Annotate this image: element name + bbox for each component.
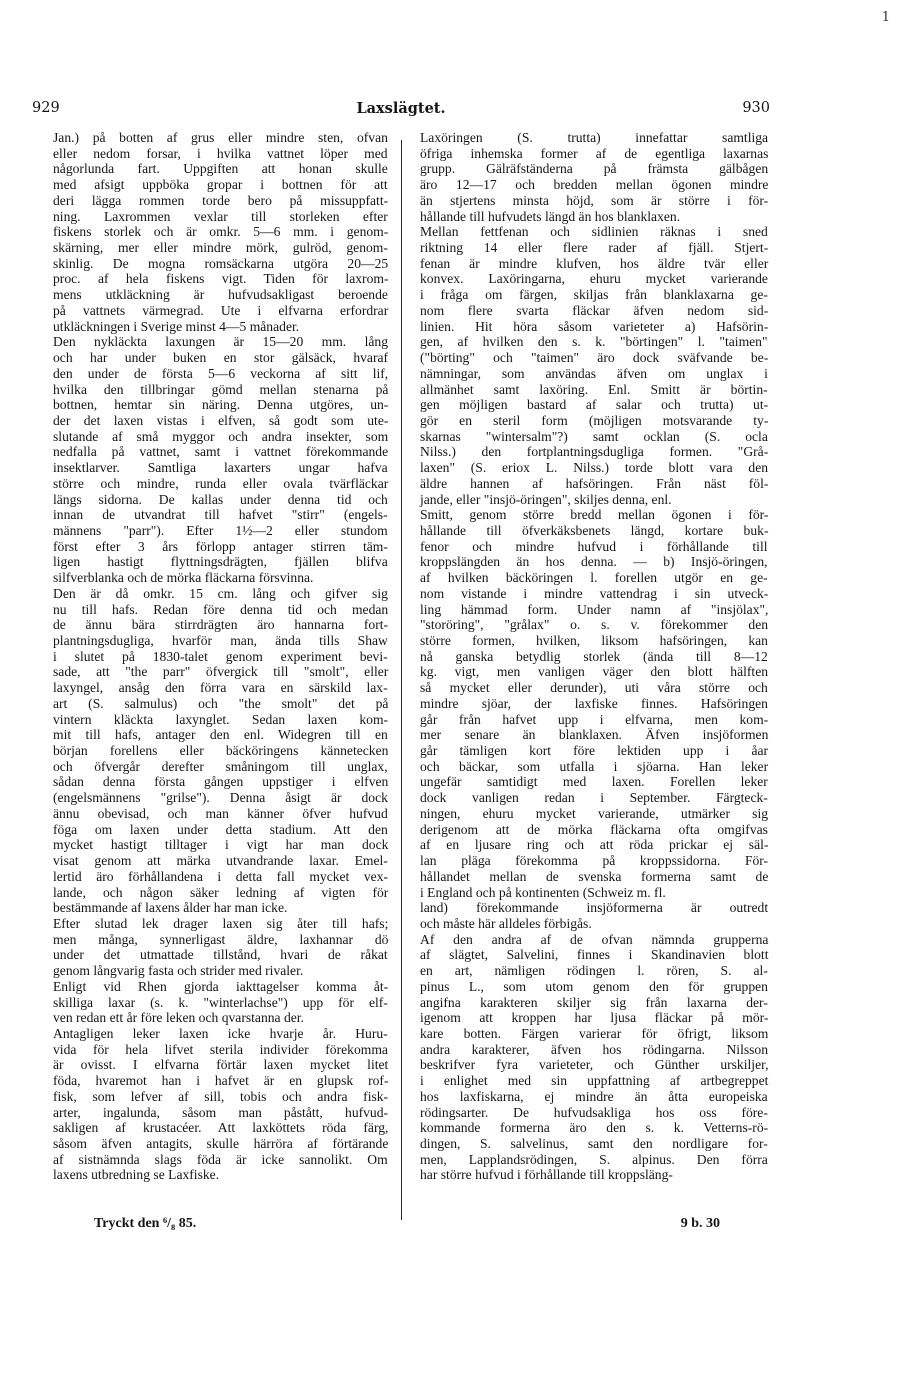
right-column-line: öfriga inhemska former af de egentliga laxarnas — [420, 145, 769, 161]
right-column-line: Smitt, genom större bredd mellan ögonen i för- — [420, 507, 769, 523]
right-column-line: i England och på kontinenten (Schweiz m. fl. — [420, 884, 666, 900]
left-column-line: af sistnämnda slags föda är icke sannolikt. Om — [53, 1151, 388, 1167]
left-column-line: ning. Laxrommen vexlar till storleken efter — [53, 208, 388, 224]
right-column-line: och måste här alldeles förbigås. — [420, 915, 592, 931]
left-column-line: deri lägga rommen torde bero på missuppfatt- — [53, 192, 389, 208]
page-number-left: 929 — [32, 100, 60, 116]
left-column-line: med afsigt uppböka gropar i bottnen för att — [53, 177, 388, 193]
left-column-line: större och mindre, runda eller ovala tvärfläckar — [53, 475, 389, 491]
running-title: Laxslägtet. — [356, 100, 446, 117]
right-column-line: linien. Hit höra såsom varieteter a) Hafsörin- — [420, 318, 769, 334]
left-column-line: eller nedom forsar, i hvilka vattnet löper med — [53, 145, 388, 161]
left-column-line: vintern kläckta laxynglet. Sedan laxen kom- — [53, 711, 389, 727]
left-column-line: men många, synnerligast äldre, laxhannar dö — [53, 931, 389, 947]
right-column-line: allmänhet samt laxöring. Enl. Smitt är börtin- — [420, 381, 768, 397]
left-column-line: sade, att "the parr" öfvergick till "smolt", eller — [53, 664, 389, 680]
left-column-line: bottnen, hemtar sin näring. Denna utgöres, un- — [53, 397, 389, 413]
left-column-line: männens "parr"). Efter 1½—2 eller stundom — [53, 522, 388, 538]
right-column-line: går från hafvet upp i elfvarna, men kom- — [420, 711, 769, 727]
right-column-line: igenom att kroppen har ljusa fläckar på mör- — [420, 1010, 769, 1026]
corner-mark: 1 — [881, 10, 890, 25]
right-column-line: andra karakterer, äfven hos rödingarna. Nilsson — [420, 1041, 769, 1057]
left-column-line: nedfalla på vattnet, samt i vattnet förekommande — [53, 444, 389, 460]
right-column-line: kommande formerna äro den s. k. Vetterns-rö- — [420, 1120, 769, 1136]
left-column-line: ännu obevisad, och man känner öfver hufvud — [53, 805, 388, 821]
left-column-line: och har under buken en stor gälsäck, hvaraf — [53, 350, 389, 366]
left-column-line: Efter slutad lek drager laxen sig åter till hafs; — [53, 915, 389, 931]
left-column-line: genom långvarig fasta och strider med rivaler. — [53, 963, 304, 979]
right-column-line: nom flere svarta fläckar äfven nedom sid- — [420, 302, 769, 318]
right-column-line: hållandet mellan de svenska formerna samt de — [420, 868, 769, 884]
right-column-line: Af den andra af de ofvan nämnda grupperna — [420, 931, 769, 947]
left-column — [53, 130, 388, 1183]
left-column-line: utkläckningen i Sverige minst 4—5 månader. — [53, 318, 300, 334]
right-column-line: derigenom att de mörka fläckarna ofta omgifvas — [420, 821, 768, 837]
left-column-line: är ovisst. I elfvarna förtär laxen mycket litet — [53, 1057, 389, 1073]
left-column-line: lertid äro förhållandena i detta fall mycket vex- — [53, 868, 389, 884]
left-column-line: i slutet på 1830-talet genom experiment bevi- — [53, 648, 388, 664]
left-column-line: Jan.) på botten af grus eller mindre sten, ofvan — [53, 130, 388, 145]
right-column-line: nom vistande i mindre vattendrag i sin utveck- — [420, 585, 769, 601]
right-column-line: Laxöringen (S. trutta) innefattar samtliga — [420, 130, 769, 145]
right-column-line: skarnas "wintersalm"?) samt ocklan (S. ocla — [420, 428, 768, 444]
left-column-line: längs sidorna. De kallas under denna tid och — [53, 491, 388, 507]
right-column-line: så mycket eller derunder), uti våra större och — [420, 680, 768, 696]
left-column-line: mycket hastigt tilltager i vigt har man dock — [53, 837, 389, 853]
left-column-line: art (S. salmulus) och "the smolt" det på — [53, 695, 389, 711]
right-column-line: jande, eller "insjö-öringen", skiljes denna, enl. — [420, 491, 672, 507]
left-column-line: skilliga laxar (s. k. "winterlachse") upp för elf- — [53, 994, 388, 1010]
right-column-line: af slägtet, Salvelini, finnes i Skandinavien blott — [420, 947, 769, 963]
left-column-line: ligen hastigt flyttningsdrägten, fjällen blifva — [53, 554, 388, 570]
left-column-line: plantningsdugliga, hvarför man, ända tills Shaw — [53, 633, 388, 648]
left-column-line: Den är då omkr. 15 cm. lång och gifver sig — [53, 585, 388, 601]
left-column-line: (engelsmännens "grilse"). Denna åsigt är dock — [53, 790, 388, 806]
right-column-line: grupp. Gälräfständerna på främsta gälbågen — [420, 161, 769, 177]
left-column-line: ven redan ett år före leken och qvarstanna der. — [53, 1010, 304, 1026]
right-column — [420, 130, 768, 1183]
left-column-line: bestämmande af laxens ålder har man icke. — [53, 900, 288, 916]
right-column-line: hållande till öfverkäksbenets längd, kortare buk- — [420, 522, 769, 538]
left-column-line: laxyngel, ansåg den förra vara en särskild lax- — [53, 680, 388, 696]
left-column-line: proc. af hela fiskens vigt. Tiden för laxrom- — [53, 271, 389, 287]
right-column-line: gen möjligen bastard af salar och trutta) ut- — [420, 397, 769, 413]
right-column-line: af en ljusare ring och att röda prickar ej säl- — [420, 837, 769, 853]
right-column-line: Mellan fettfenan och sidlinien räknas i sned — [420, 224, 768, 240]
left-column-line: visat genom att märka utvandrande laxar. Emel- — [53, 853, 388, 869]
right-column-line: land) förekommande insjöformerna är outredt — [420, 900, 769, 916]
right-column-line: ungefär samtidigt med laxen. Forellen leker — [420, 774, 768, 790]
right-column-line: nämningar, som användas äfven om unglax i — [420, 365, 768, 381]
right-column-line: dingen, S. salvelinus, samt den nordligare for- — [420, 1136, 768, 1151]
right-column-line: har större hufvud i förhållande till kroppsläng- — [420, 1167, 673, 1183]
right-column-line: ling hämmad form. Under namn af "insjölax", — [420, 601, 769, 617]
left-column-line: arter, ingalunda, såsom man påstått, hufvud- — [53, 1104, 389, 1120]
left-column-line: sådan denna första gången uppstiger i elfven — [53, 774, 389, 790]
right-column-line: pinus L., som utom genom den för gruppen — [420, 978, 768, 994]
right-column-line: gen, af hvilken den s. k. "börtingen" l. "taimen" — [420, 334, 768, 350]
left-column-line: föga om laxen under detta stadium. Att den — [53, 821, 388, 837]
left-column-line: Den nykläckta laxungen är 15—20 mm. lång — [53, 334, 388, 350]
left-column-line: insektlarver. Samtliga laxarters ungar hafva — [53, 460, 388, 476]
right-column-line: beskrifver fyra varieteter, och Günther urskiljer, — [420, 1057, 769, 1073]
left-column-line: först efter 3 års förlopp antager stirren täm- — [53, 538, 388, 554]
right-column-line: äro 12—17 och bredden mellan ögonen mindre — [420, 177, 769, 193]
right-column-line: angifna karakteren skiljer sig från laxarna der- — [420, 994, 768, 1010]
right-column-line: nå ganska betydlig storlek (ända till 8—12 — [420, 648, 768, 664]
right-column-line: kg. vigt, men vanligen väger den blott hälften — [420, 664, 769, 680]
right-column-line: större formen, hvilken, liksom hafsöringen, kan — [420, 633, 768, 648]
left-column-line: fiskens storlek och är omkr. 5—6 mm. i genom- — [53, 224, 389, 240]
page-header — [32, 98, 770, 120]
right-column-line: ningen, ehuru mycket varierande, utmärker sig — [420, 805, 769, 821]
left-column-line: laxens utbredning se Laxfiske. — [53, 1167, 220, 1183]
left-column-line: och öfvergår derefter småningom till unglax, — [53, 758, 388, 774]
right-column-line: fenor och mindre hufvud i förhållande till — [420, 538, 768, 554]
right-column-line: Nilss.) den fortplantningsdugliga formen. "Grå- — [420, 444, 769, 460]
right-column-line: mindre sjöar, der laxfiske finnes. Hafsöringen — [420, 695, 768, 711]
right-column-line: kroppslängden än hos denna. — b) Insjö-öringen, — [420, 554, 768, 570]
column-divider — [401, 140, 402, 1220]
right-column-line: ("börting" och "taimen" äro dock sväfvande be- — [420, 350, 769, 366]
right-column-line: lan pläga förekomma på kroppssidorna. För- — [420, 853, 769, 869]
right-column-line: äldre hannen af hafsöringen. Från näst föl- — [420, 475, 769, 491]
left-column-line: skärning, mer eller mindre mörk, gulröd, genom- — [53, 240, 388, 256]
right-column-line: mer senare än blanklaxen. Äfven insjöformen — [420, 727, 769, 743]
printed-date: Tryckt den ⁶/₈ 85. — [94, 1216, 197, 1231]
left-column-line: den under de första 5—6 veckorna af sitt lif, — [53, 365, 389, 381]
left-column-line: början forellens eller bäcköringens kännetecken — [53, 743, 389, 759]
right-column-line: konvex. Laxöringarna, ehuru mycket varierande — [420, 271, 768, 287]
left-column-line: silfverblanka och de mörka fläckarna försvinna. — [53, 570, 314, 586]
left-column-line: vida för hela lifvet sterila individer förekomma — [53, 1041, 388, 1057]
left-column-line: sakligen af krustacéer. Att laxköttets röda färg, — [53, 1120, 389, 1136]
right-column-line: en art, nämligen rödingen l. rören, S. al- — [420, 963, 768, 979]
left-column-line: mit till hafs, antager den enl. Widegren till en — [53, 727, 388, 743]
left-column-line: någorlunda fart. Uppgiften att honan skulle — [53, 161, 388, 177]
right-column-line: kare botten. Färgen varierar för öfrigt, liksom — [420, 1025, 769, 1041]
right-column-line: "storöring", "grålax" o. s. v. förekommer den — [420, 617, 769, 633]
left-column-line: mens utkläckning är hufvudsakligast beroende — [53, 287, 388, 303]
right-column-line: hållande till hufvudets längd än hos blanklaxen. — [420, 208, 681, 224]
right-column-line: riktning 14 eller flere rader af fjäll. Stjert- — [420, 240, 769, 256]
right-column-line: dock vanligen redan i September. Färgteck- — [420, 790, 768, 806]
left-column-line: hvilka den tillbringar gömd mellan stenarna på — [53, 381, 389, 397]
right-column-line: af hvilken bäcköringen l. forellen utgör en ge- — [420, 570, 768, 586]
left-column-line: de ännu bära stirrdrägten äro hannarna fort- — [53, 617, 389, 633]
right-column-line: laxen" (S. eriox L. Nilss.) torde blott vara den — [420, 460, 769, 476]
right-column-line: gör en steril form (möjligen motsvarande ty- — [420, 412, 769, 428]
right-column-line: fenan är mindre klufven, hos äldre tvär eller — [420, 255, 769, 271]
left-column-line: innan de utvandrat till hafvet "stirr" (engels- — [53, 507, 388, 523]
left-column-line: slutande af små myggor och andra insekter, som — [53, 428, 389, 444]
left-column-line: föda, hvaremot han i hafvet är en glupsk rof- — [53, 1073, 389, 1089]
right-column-line: än stjertens minsta höjd, som är större i för- — [420, 192, 769, 208]
left-column-line: såsom äfven antagits, skulle härröra af förtärande — [53, 1136, 389, 1151]
left-column-line: nu till hafs. Redan före denna tid och medan — [53, 601, 389, 617]
left-column-line: på vattnets värmegrad. Ute i elfvarna erfordrar — [53, 302, 389, 318]
left-column-line: Enligt vid Rhen gjorda iakttagelser komma åt- — [53, 978, 389, 994]
right-column-line: hos laxfiskarna, ej mindre än åtta europeiska — [420, 1088, 768, 1104]
left-column-line: skinlig. De mogna romsäckarna utgöra 20—25 — [53, 255, 389, 271]
left-column-line: under det utmattade tillstånd, hvari de råkat — [53, 947, 388, 963]
right-column-line: i fråga om färgen, skiljas från blanklaxarna ge- — [420, 287, 768, 303]
right-column-line: i enlighet med sin uppfattning af artbegreppet — [420, 1073, 769, 1089]
right-column-line: men, Lapplandsrödingen, S. alpinus. Den förra — [420, 1151, 768, 1167]
signature-mark: 9 b. 30 — [680, 1216, 720, 1231]
left-column-line: der det laxen vistas i elfven, så godt som ute- — [53, 412, 389, 428]
right-column-line: går tämligen kort före lektiden upp i åar — [420, 743, 769, 759]
left-column-line: Antagligen leker laxen icke hvarje år. Huru- — [53, 1025, 388, 1041]
right-column-line: och bäckar, som utfalla i sjöarna. Han leker — [420, 758, 769, 774]
left-column-line: fisk, som lefver af sill, tobis och andra fisk- — [53, 1088, 389, 1104]
right-column-line: rödingsarter. De hufvudsakliga hos oss före- — [420, 1104, 768, 1120]
page-number-right: 930 — [742, 100, 770, 116]
left-column-line: lande, och någon säker ledning af vigten för — [53, 884, 389, 900]
